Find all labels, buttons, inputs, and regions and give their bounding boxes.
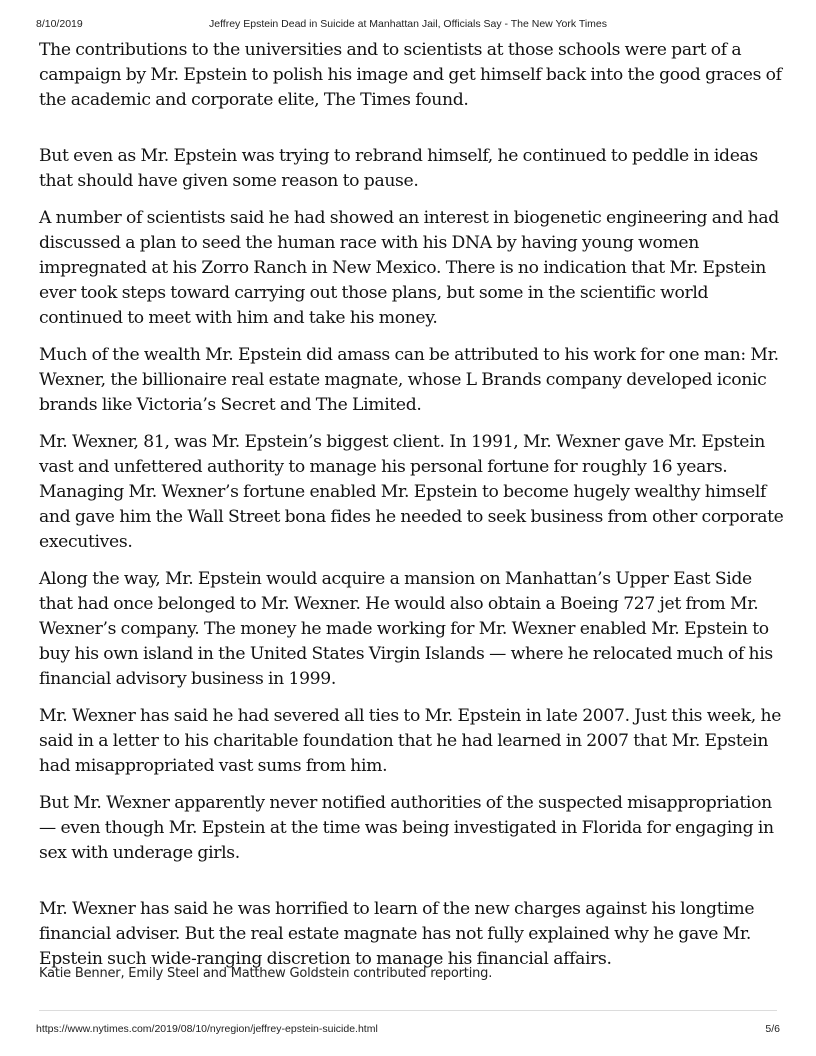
footer-divider [39,1010,777,1011]
article-body [39,38,784,984]
page-number: 5/6 [765,1023,780,1035]
article-paragraph: Mr. Wexner has said he had severed all ties to Mr. Epstein in late 2007. Just this week, he said in a letter to his charitable foundation that he had learned in 2007 that Mr. Epstein had misappropriated vast sums from him. [39,706,782,776]
print-header [36,18,780,32]
article-paragraph: But Mr. Wexner apparently never notified authorities of the suspected misappropriation — even though Mr. Epstein at the time was being investigated in Florida for engaging in sex with underage girls. [39,793,774,863]
article-paragraph: Mr. Wexner, 81, was Mr. Epstein’s biggest client. In 1991, Mr. Wexner gave Mr. Epstein vast and unfettered authority to manage his personal fortune for roughly 16 years. Managing Mr. Wexner’s fortune enabled Mr. Epstein to become hugely wealthy himself and gave him the Wall Street bona fides he needed to seek business from other corporate executives. [39,432,784,552]
print-date: 8/10/2019 [36,18,83,30]
article-paragraph: A number of scientists said he had showed an interest in biogenetic engineering and had discussed a plan to seed the human race with his DNA by having young women impregnated at his Zorro Ranch in New Mexico. There is no indication that Mr. Epstein ever took steps toward carrying out those plans, but some in the scientific world continued to meet with him and take his money. [39,208,779,328]
article-paragraph: Mr. Wexner has said he was horrified to learn of the new charges against his longtime financial adviser. But the real estate magnate has not fully explained why he gave Mr. Epstein such wide-ranging discretion to manage his financial affairs. [39,899,755,969]
article-paragraph: The contributions to the universities and to scientists at those schools were part of a campaign by Mr. Epstein to polish his image and get himself back into the good graces of the academic and corporate elite, The Times found. [39,40,782,110]
print-footer [36,1023,780,1037]
article-paragraph: Along the way, Mr. Epstein would acquire a mansion on Manhattan’s Upper East Side that had once belonged to Mr. Wexner. He would also obtain a Boeing 727 jet from Mr. Wexner’s company. The money he made working for Mr. Wexner enabled Mr. Epstein to buy his own island in the United States Virgin Islands — where he relocated much of his financial advisory business in 1999. [39,569,773,689]
article-paragraph: But even as Mr. Epstein was trying to rebrand himself, he continued to peddle in ideas that should have given some reason to pause. [39,146,758,191]
article-paragraph: Much of the wealth Mr. Epstein did amass can be attributed to his work for one man: Mr. Wexner, the billionaire real estate magnate, whose L Brands company developed iconic brands like Victoria’s Secret and The Limited. [39,345,779,415]
contributor-credit: Katie Benner, Emily Steel and Matthew Goldstein contributed reporting. [39,966,493,981]
print-page-title: Jeffrey Epstein Dead in Suicide at Manhattan Jail, Officials Say - The New York Times [208,18,608,30]
page-url: https://www.nytimes.com/2019/08/10/nyregion/jeffrey-epstein-suicide.html [36,1023,378,1035]
